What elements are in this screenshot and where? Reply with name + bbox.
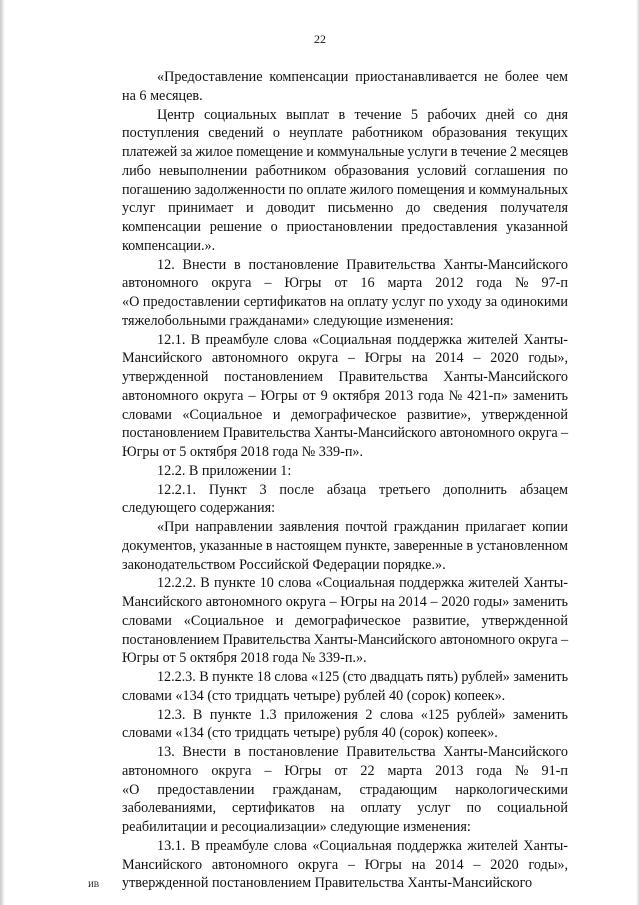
text-line: тяжелобольными гражданами» следующие изменения: [122, 312, 454, 329]
text-line: словами «Социальное и демографическое развитие», утвержденной [122, 406, 568, 423]
text-line: Мансийского автономного округа – Югры на 2014 – 2020 годы», [122, 350, 568, 367]
text-line: Мансийского автономного округа – Югры на 2014 – 2020 годы», [122, 856, 568, 873]
text-line: утвержденной постановлением Правительства Ханты-Мансийского [122, 875, 533, 892]
text-line: Мансийского автономного округа – Югры на 2014 – 2020 годы» заменить [122, 594, 568, 610]
paragraph [87, 668, 568, 706]
text-line: услуг принимает и доводит письменно до сведения получателя [122, 200, 568, 217]
paragraph [87, 462, 568, 481]
paragraph [87, 743, 568, 837]
paragraph [87, 68, 568, 106]
text-line: Югры от 5 октября 2018 года № 339-п». [122, 444, 364, 460]
text-line: реабилитации и ресоциализации» следующие изменения: [122, 819, 471, 835]
text-line: 12. Внести в постановление Правительства Ханты-Мансийского [157, 256, 568, 273]
text-line: словами «134 (сто тридцать четыре) рублей 40 (сорок) копеек». [122, 687, 506, 704]
scan-edge-shadow-right [636, 0, 640, 905]
footer-code: ИВ [88, 880, 100, 889]
scan-edge-shadow-left [0, 0, 5, 905]
text-line: постановлением Правительства Ханты-Мансийского автономного округа – [122, 425, 568, 442]
text-line: 13.1. В преамбуле слова «Социальная поддержка жителей Ханты- [157, 837, 568, 854]
text-line: погашению задолженности по оплате жилого помещения и коммунальных [122, 181, 568, 198]
text-line: постановлением Правительства Ханты-Мансийского автономного округа – [122, 631, 568, 648]
paragraph [87, 518, 568, 574]
text-line: автономного округа – Югры от 22 марта 2013 года № 91-п [122, 762, 568, 779]
paragraph [87, 706, 568, 744]
text-line: Центр социальных выплат в течение 5 рабочих дней со дня [157, 106, 568, 123]
text-line: автономного округа – Югры от 9 октября 2013 года № 421-п» заменить [122, 387, 568, 404]
text-line: «При направлении заявления почтой гражданин прилагает копии [157, 519, 568, 535]
text-line: 12.2.3. В пункте 18 слова «125 (сто двадцать пять) рублей» заменить [157, 669, 568, 685]
text-line: документов, указанные в настоящем пункте, заверенные в установленном [122, 537, 568, 554]
text-line: либо невыполнении работником образования условий соглашения по [122, 162, 568, 179]
text-line: автономного округа – Югры от 16 марта 2012 года № 97-п [122, 275, 568, 292]
text-line: компенсации решение о приостановлении предоставления указанной [122, 219, 568, 235]
text-line: 12.2.1. Пункт 3 после абзаца третьего дополнить абзацем [157, 481, 568, 498]
text-line: «О предоставлении гражданам, страдающим наркологическими [122, 781, 568, 798]
paragraph [87, 481, 568, 519]
text-line: утвержденной постановлением Правительства Ханты-Мансийского [122, 369, 568, 385]
document-body [87, 68, 568, 893]
paragraph [87, 331, 568, 462]
paragraph [87, 574, 568, 668]
text-line: платежей за жилое помещение и коммунальные услуги в течение 2 месяцев [122, 144, 568, 160]
text-line: на 6 месяцев. [122, 87, 203, 104]
text-line: заболеваниями, сертификатов на оплату услуг по социальной [122, 800, 568, 817]
paragraph [87, 837, 568, 893]
text-line: компенсации.». [122, 237, 216, 254]
text-line: 12.2.2. В пункте 10 слова «Социальная поддержка жителей Ханты- [157, 575, 568, 592]
text-line: 13. Внести в постановление Правительства Ханты-Мансийского [157, 744, 568, 760]
text-line: словами «Социальное и демографическое развитие, утвержденной [122, 612, 568, 629]
paragraph [87, 106, 568, 256]
text-line: следующего содержания: [122, 500, 276, 517]
text-line: «О предоставлении сертификатов на оплату услуг по уходу за одинокими [122, 294, 568, 310]
text-line: 12.1. В преамбуле слова «Социальная поддержка жителей Ханты- [157, 331, 568, 348]
text-line: «Предоставление компенсации приостанавливается не более чем [157, 69, 568, 85]
page-number: 22 [314, 32, 326, 46]
text-line: 12.2. В приложении 1: [157, 462, 292, 479]
text-line: 12.3. В пункте 1.3 приложения 2 слова «125 рублей» заменить [157, 706, 568, 723]
paragraph [87, 256, 568, 331]
text-line: законодательством Российской Федерации порядке.». [122, 556, 446, 573]
text-line: словами «134 (сто тридцать четыре) рубля 40 (сорок) копеек». [122, 725, 498, 742]
text-line: Югры от 5 октября 2018 года № 339-п.». [122, 650, 367, 667]
text-line: поступления сведений о неуплате работником образования текущих [122, 125, 568, 142]
